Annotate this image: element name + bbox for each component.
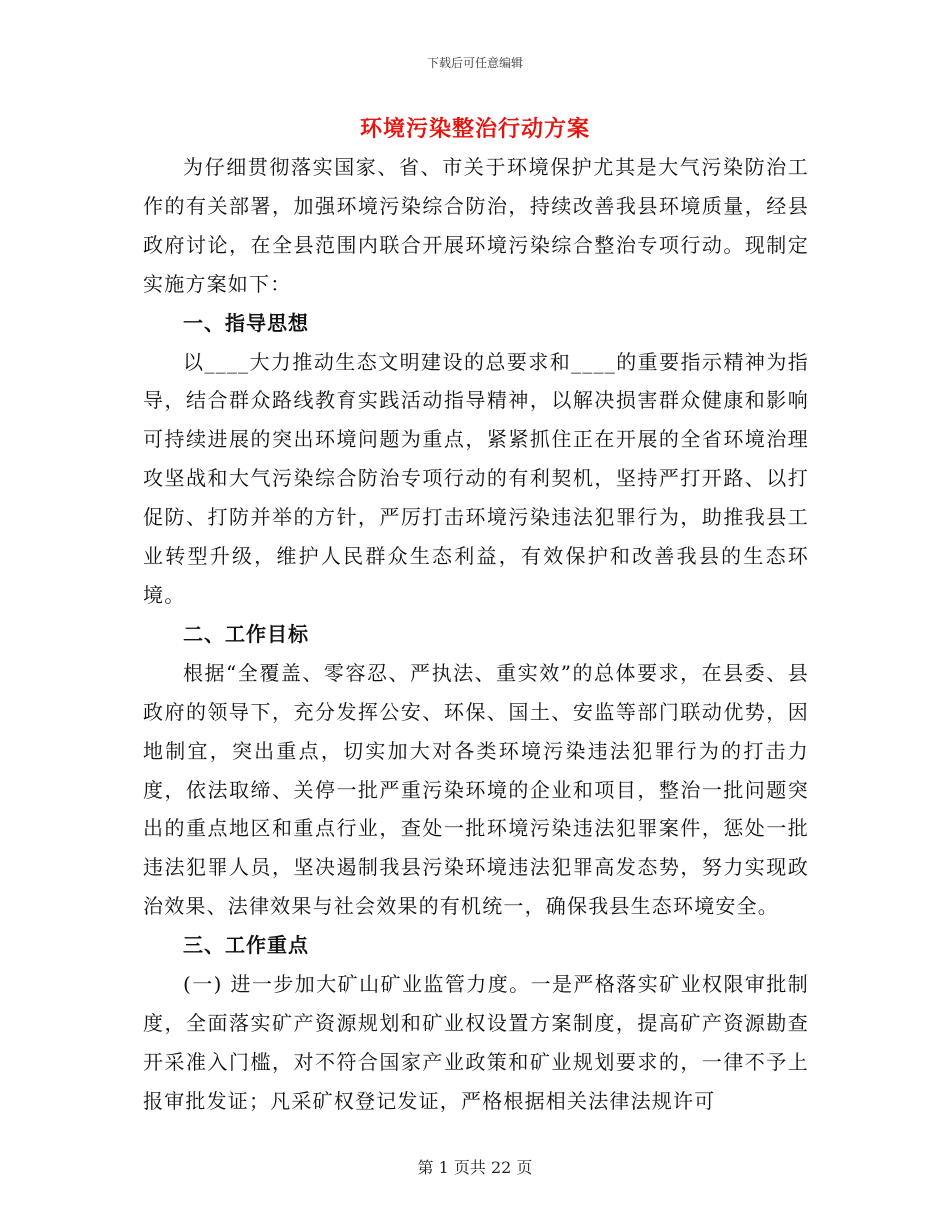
work-focus-paragraph: (一) 进一步加大矿山矿业监管力度。一是严格落实矿业权限审批制度，全面落实矿产资源规划和矿业权设置方案制度，提高矿产资源勘查开采准入门槛，对不符合国家产业政策和矿业规划要求的，一律不予上报审批发证；凡采矿权登记发证，严格根据相关法律法规许可 (143, 972, 809, 1113)
section-heading-guiding-ideology: 一、指导思想 (183, 310, 309, 335)
document-title: 环境污染整治行动方案 (359, 116, 590, 142)
work-goals-paragraph: 根据“全覆盖、零容忍、严执法、重实效”的总体要求，在县委、县政府的领导下，充分发挥公安、环保、国土、安监等部门联动优势，因地制宜，突出重点，切实加大对各类环境污染违法犯罪行为的打击力度，依法取缔、关停一批严重污染环境的企业和项目，整治一批问题突出的重点地区和重点行业，查处一批环境污染违法犯罪案件，惩处一批违法犯罪人员，坚决遏制我县污染环境违法犯罪高发态势，努力实现政治效果、法律效果与社会效果的有机统一，确保我县生态环境安全。 (143, 660, 809, 919)
page-number-footer: 第 1 页共 22 页 (417, 1158, 533, 1177)
section-heading-work-goals: 二、工作目标 (183, 621, 309, 646)
section-heading-work-focus: 三、工作重点 (183, 933, 309, 958)
guiding-ideology-paragraph: 以____大力推动生态文明建设的总要求和____的重要指示精神为指导，结合群众路线教育实践活动指导精神，以解决损害群众健康和影响可持续进展的突出环境问题为重点，紧紧抓住正在开展的全省环境治理攻坚战和大气污染综合防治专项行动的有利契机，坚持严打开路、以打促防、打防并举的方针，严厉打击环境污染违法犯罪行为，助推我县工业转型升级，维护人民群众生态利益，有效保护和改善我县的生态环境。 (143, 349, 809, 607)
page-header-note: 下载后可任意编辑 (426, 56, 523, 70)
intro-paragraph: 为仔细贯彻落实国家、省、市关于环境保护尤其是大气污染防治工作的有关部署，加强环境污染综合防治，持续改善我县环境质量，经县政府讨论，在全县范围内联合开展环境污染综合整治专项行动。现制定实施方案如下： (143, 155, 809, 296)
document-body (143, 148, 809, 1121)
